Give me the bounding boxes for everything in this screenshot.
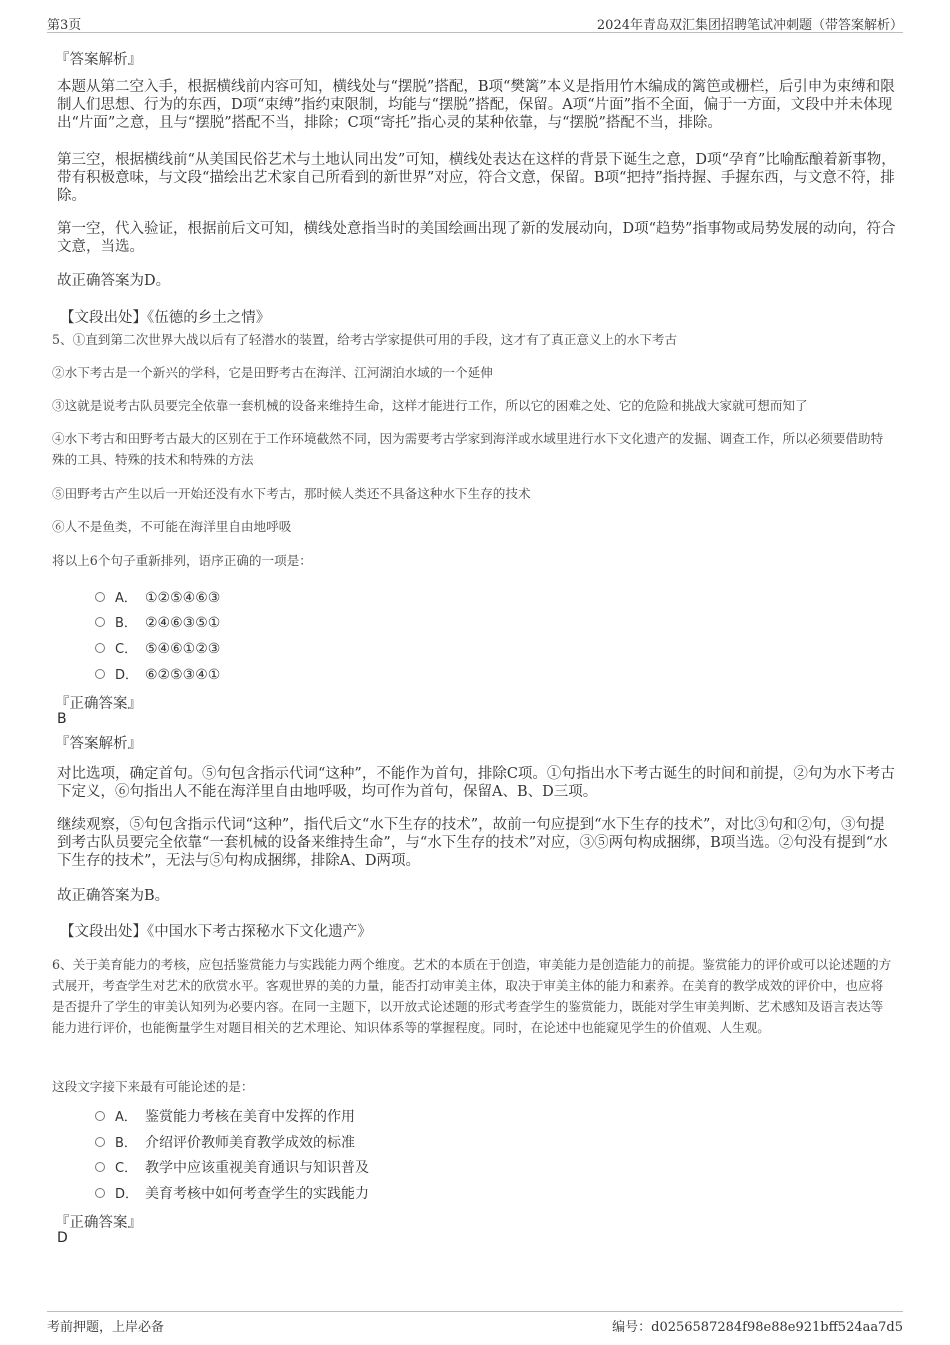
q6-passage: 6、关于美育能力的考核，应包括鉴赏能力与实践能力两个维度。艺术的本质在于创造，审美能力是创造能力的前提。鉴赏能力的评价或可以论述题的方式展开，考查学生对艺术的欣赏水平。客观世界的美的力量，能否打动审美主体，取决于审美主体的能力和素养。在美育的教学成效的评价中，也应将是否提升了学生的审美认知列为必要内容。在同一主题下，以开放式论述题的形式考查学生的鉴赏能力，既能对学生审美判断、艺术感知及语言表达等能力进行评价，也能衡量学生对题目相关的艺术理论、知识体系等的掌握程度。同时，在论述中也能窥见学生的价值观、人生观。: [52, 957, 892, 1035]
q5-option-c[interactable]: C． ⑤④⑥①②③: [95, 638, 220, 658]
q6-option-d[interactable]: D． 美育考核中如何考查学生的实践能力: [95, 1183, 369, 1203]
q5-sentence-4: ④水下考古和田野考古最大的区别在于工作环境截然不同，因为需要考古学家到海洋或水域里进行水下文化遗产的发掘、调查工作，所以必须要借助特殊的工具、特殊的技术和特殊的方法: [52, 431, 884, 467]
q4-analysis-title: 『答案解析』: [55, 52, 142, 68]
q4-analysis-paragraph-3: 第一空，代入验证，根据前后文可知，横线处意指当时的美国绘画出现了新的发展动向，D项“趋势”指事物或局势发展的动向，符合文意，当选。: [57, 221, 896, 255]
q5-analysis-title: 『答案解析』: [55, 736, 142, 752]
radio-icon[interactable]: [95, 643, 105, 653]
radio-icon[interactable]: [95, 1111, 105, 1121]
q6-option-a[interactable]: A． 鉴赏能力考核在美育中发挥的作用: [95, 1106, 355, 1126]
radio-icon[interactable]: [95, 1188, 105, 1198]
q5-option-d[interactable]: D． ⑥②⑤③④①: [95, 664, 220, 684]
document-serial: 编号：d0256587284f98e88e921bff524aa7d5: [612, 1320, 903, 1335]
q6-option-c[interactable]: C． 教学中应该重视美育通识与知识普及: [95, 1157, 369, 1177]
q5-sentence-2: ②水下考古是一个新兴的学科，它是田野考古在海洋、江河湖泊水域的一个延伸: [52, 365, 493, 380]
q5-answer-title: 『正确答案』: [55, 696, 142, 712]
q5-option-a[interactable]: A． ①②⑤④⑥③: [95, 587, 220, 607]
q5-source: 【文段出处】《中国水下考古探秘水下文化遗产》: [60, 924, 372, 940]
footer-slogan: 考前押题，上岸必备: [47, 1320, 165, 1335]
q5-option-b[interactable]: B． ②④⑥③⑤①: [95, 612, 220, 632]
q5-sentence-3: ③这就是说考古队员要完全依靠一套机械的设备来维持生命，这样才能进行工作，所以它的困难之处、它的危险和挑战大家就可想而知了: [52, 398, 808, 413]
q6-prompt: 这段文字接下来最有可能论述的是：: [52, 1079, 254, 1094]
q5-sentence-5: ⑤田野考古产生以后一开始还没有水下考古，那时候人类还不具备这种水下生存的技术: [52, 486, 531, 501]
q6-option-b[interactable]: B． 介绍评价教师美育教学成效的标准: [95, 1132, 355, 1152]
page-number: 第3页: [47, 18, 82, 33]
q4-source: 【文段出处】《伍德的乡土之情》: [60, 310, 271, 326]
radio-icon[interactable]: [95, 1137, 105, 1147]
q4-analysis-paragraph-1: 本题从第二空入手，根据横线前内容可知，横线处与“摆脱”搭配，B项“樊篱”本义是指用竹木编成的篱笆或栅栏，后引申为束缚和限制人们思想、行为的东西，D项“束缚”指约束限制，均能与“摆脱”搭配，保留。A项“片面”指不全面，偏于一方面，文段中并未体现出“片面”之意，且与“摆脱”搭配不当，排除；C项“寄托”指心灵的某种依靠，与“摆脱”搭配不当，排除。: [57, 79, 895, 131]
radio-icon[interactable]: [95, 617, 105, 627]
q5-prompt: 将以上6个句子重新排列，语序正确的一项是：: [52, 553, 312, 568]
q4-conclusion: 故正确答案为D。: [57, 273, 171, 289]
page-header: [47, 12, 903, 33]
radio-icon[interactable]: [95, 1162, 105, 1172]
q6-answer-title: 『正确答案』: [55, 1215, 142, 1231]
q5-analysis-paragraph-1: 对比选项，确定首句。⑤句包含指示代词“这种”，不能作为首句，排除C项。①句指出水下考古诞生的时间和前提，②句为水下考古下定义，⑥句指出人不能在海洋里自由地呼吸，均可作为首句，保留A、B、D三项。: [57, 766, 895, 800]
radio-icon[interactable]: [95, 669, 105, 679]
q5-answer: B: [57, 711, 67, 727]
document-title: 2024年青岛双汇集团招聘笔试冲刺题（带答案解析）: [596, 18, 903, 33]
q5-sentence-1: 5、①直到第二次世界大战以后有了轻潜水的装置，给考古学家提供可用的手段，这才有了真正意义上的水下考古: [52, 332, 678, 347]
q4-analysis-paragraph-2: 第三空，根据横线前“从美国民俗艺术与土地认同出发”可知，横线处表达在这样的背景下诞生之意，D项“孕育”比喻酝酿着新事物，带有积极意味，与文段“描绘出艺术家自己所看到的新世界”对应，符合文意，保留。B项“把持”指持握、手握东西，与文意不符，排除。: [57, 152, 896, 204]
page-footer: [47, 1311, 903, 1334]
q5-sentence-6: ⑥人不是鱼类，不可能在海洋里自由地呼吸: [52, 519, 292, 534]
q5-analysis-paragraph-2: 继续观察，⑤句包含指示代词“这种”，指代后文“水下生存的技术”，故前一句应提到“水下生存的技术”，对比③句和②句，③句提到考古队员要完全依靠“一套机械的设备来维持生命”，与“水下生存的技术”对应，③⑤两句构成捆绑，B项当选。②句没有提到“水下生存的技术”，无法与⑤句构成捆绑，排除A、D两项。: [57, 817, 888, 869]
q5-conclusion: 故正确答案为B。: [57, 888, 170, 904]
radio-icon[interactable]: [95, 592, 105, 602]
q6-answer: D: [57, 1230, 68, 1246]
